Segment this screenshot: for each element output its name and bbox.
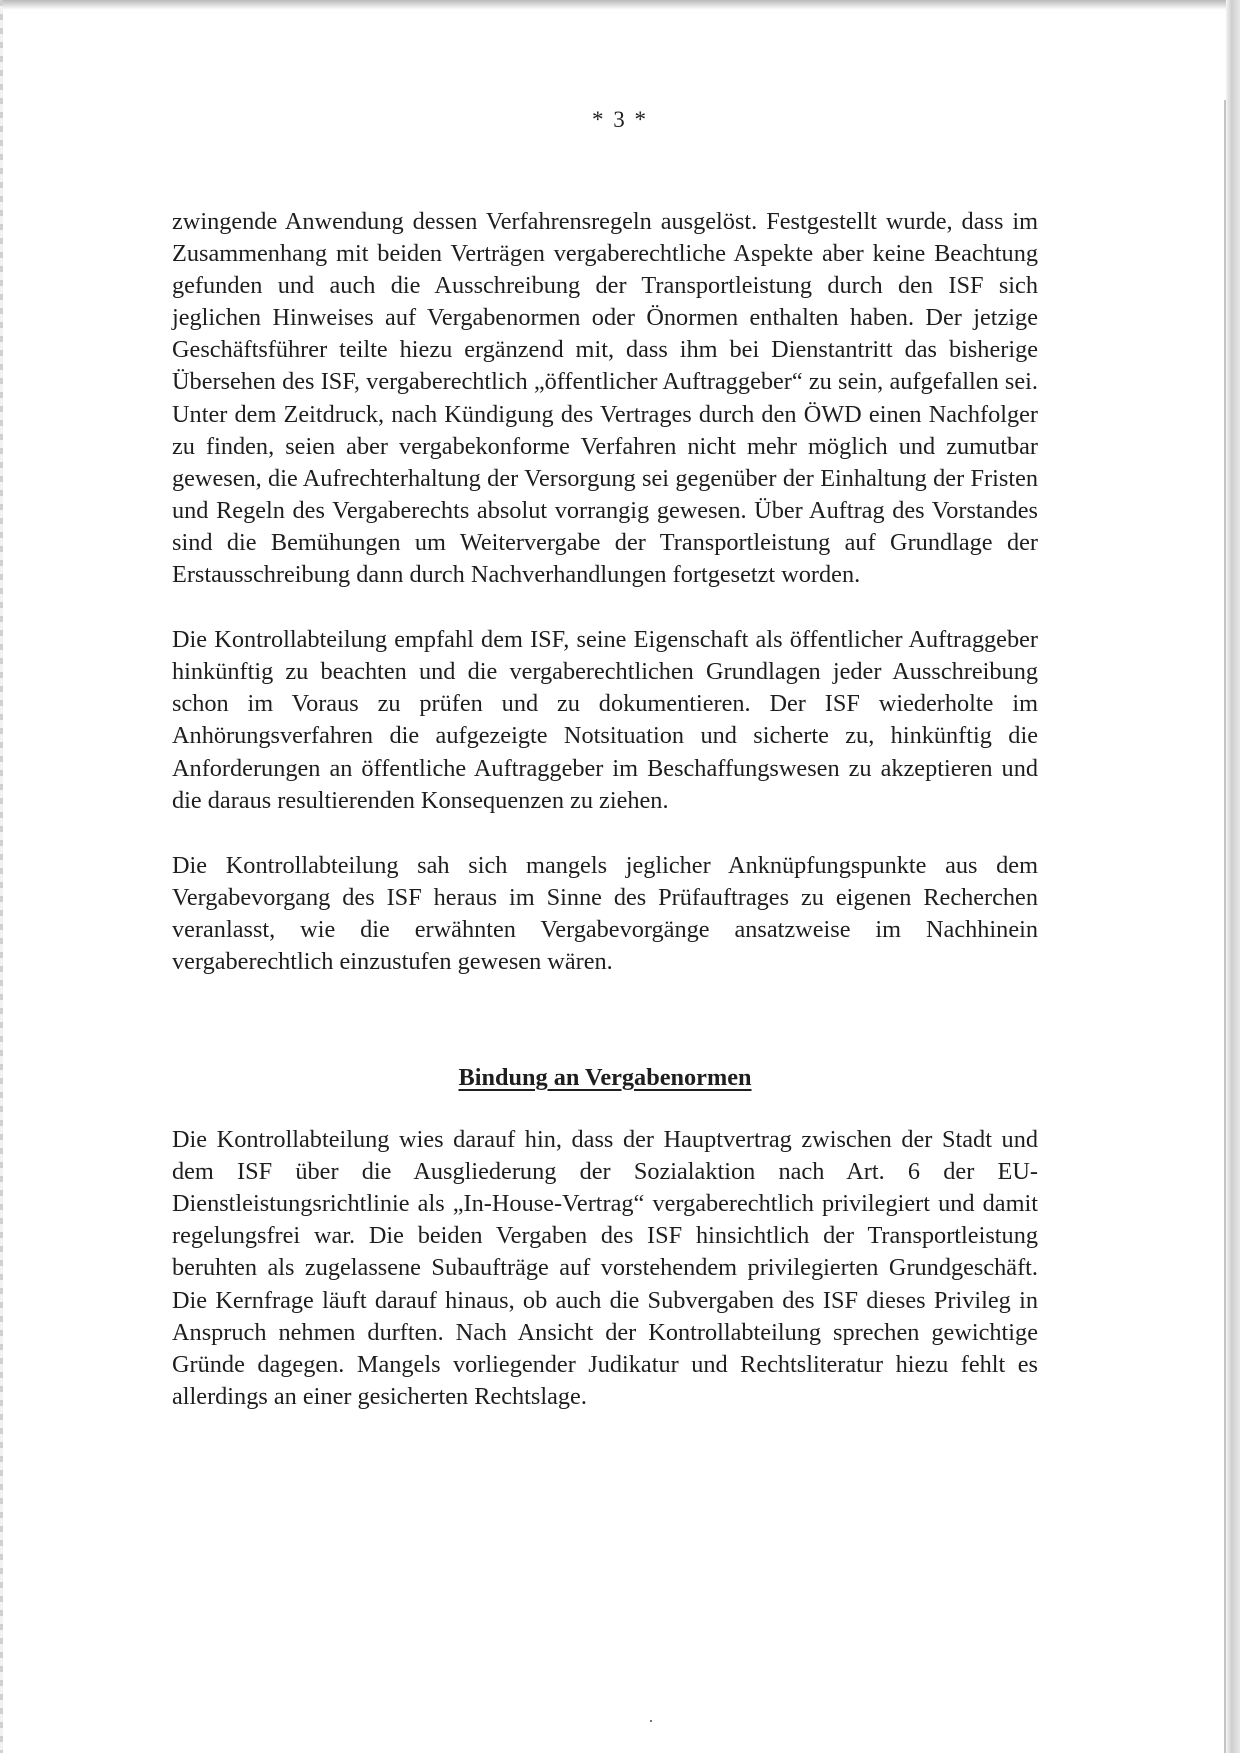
scan-fold-line bbox=[1224, 100, 1226, 1753]
scan-edge-left bbox=[0, 0, 3, 1753]
document-body bbox=[172, 206, 1038, 1413]
scan-edge-right bbox=[1226, 0, 1240, 1753]
paragraph-recherchen: Die Kontrollabteilung sah sich mangels jeglicher Anknüpfungspunkte aus dem Vergabevorgang des ISF heraus im Sinne des Prüfauftrages zu eigenen Recherchen veranlasst, wie die erwähnten Vergabevorgänge ansatzweise im Nachhinein vergaberechtlich einzustufen gewesen wären. bbox=[172, 851, 1038, 975]
paragraph-verfahrensregeln: zwingende Anwendung dessen Verfahrensregeln ausgelöst. Festgestellt wurde, dass im Zusammenhang mit beiden Verträgen vergaberechtliche Aspekte aber keine Beachtung gefunden und auch die Ausschreibung der Transportleistung durch den ISF sich jeglichen Hinweises auf Vergabenormen oder Önormen enthalten haben. Der jetzige Geschäftsführer teilte hiezu ergänzend mit, dass ihm bei Dienstantritt das bisherige Übersehen des ISF, vergaberechtlich „öffentlicher Auftraggeber“ zu sein, aufgefallen sei. Unter dem Zeitdruck, nach Kündigung des Vertrages durch den ÖWD einen Nachfolger zu finden, seien aber vergabekonforme Verfahren nicht mehr möglich und zumutbar gewesen, die Aufrechterhaltung der Versorgung sei gegenüber der Einhaltung der Fristen und Regeln des Vergaberechts absolut vorrangig gewesen. Über Auftrag des Vorstandes sind die Bemühungen um Weitervergabe der Transportleistung auf Grundlage der Erstausschreibung dann durch Nachverhandlungen fortgesetzt worden. bbox=[172, 208, 1038, 589]
scan-edge-top bbox=[0, 0, 1240, 10]
paragraph-empfehlung: Die Kontrollabteilung empfahl dem ISF, seine Eigenschaft als öffentlicher Auftraggeber hinkünftig zu beachten und die vergaberechtlichen Grundlagen jeder Ausschreibung schon im Voraus zu prüfen und zu dokumentieren. Der ISF wiederholte im Anhörungsverfahren die aufgezeigte Notsituation und sicherte zu, hinkünftig die Anforderungen an öffentliche Auftraggeber im Beschaffungswesen zu akzeptieren und die daraus resultierenden Konsequenzen zu ziehen. bbox=[172, 626, 1038, 814]
section-heading: Bindung an Vergabenormen bbox=[458, 1064, 752, 1092]
scan-speck bbox=[650, 1720, 652, 1722]
paragraph-bindung: Die Kontrollabteilung wies darauf hin, dass der Hauptvertrag zwischen der Stadt und dem ISF über die Ausgliederung der Sozialaktion nach Art. 6 der EU-Dienstleistungsrichtlinie als „In-House-Vertrag“ vergaberechtlich privilegiert und damit regelungsfrei war. Die beiden Vergaben des ISF hinsichtlich der Transportleistung beruhten als zugelassene Subaufträge auf vorstehendem privilegierten Grundgeschäft. Die Kernfrage läuft darauf hinaus, ob auch die Subvergaben des ISF dieses Privileg in Anspruch nehmen durften. Nach Ansicht der Kontrollabteilung sprechen gewichtige Gründe dagegen. Mangels vorliegender Judikatur und Rechtsliteratur hiezu fehlt es allerdings an einer gesicherten Rechtslage. bbox=[172, 1126, 1038, 1410]
page-number: * 3 * bbox=[592, 107, 648, 132]
